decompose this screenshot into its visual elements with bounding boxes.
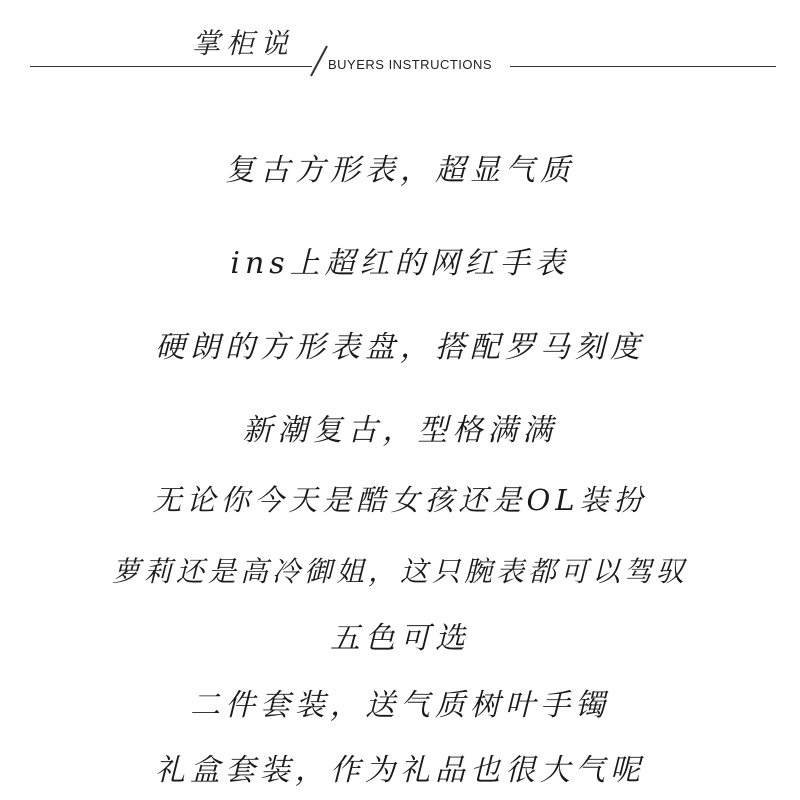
description-line: 新潮复古，型格满满 bbox=[242, 413, 558, 448]
description-line: 礼盒套装，作为礼品也很大气呢 bbox=[155, 753, 645, 788]
description-line: 萝莉还是高冷御姐，这只腕表都可以驾驭 bbox=[111, 555, 688, 588]
header-divider-left bbox=[30, 66, 312, 67]
description-line: 无论你今天是酷女孩还是OL装扮 bbox=[152, 483, 648, 517]
description-line: 五色可选 bbox=[330, 621, 470, 656]
description-line: 复古方形表，超显气质 bbox=[225, 153, 575, 188]
header-subtitle: BUYERS INSTRUCTIONS bbox=[328, 57, 493, 72]
description-line: ins上超红的网红手表 bbox=[230, 246, 570, 281]
header-slash-divider bbox=[310, 46, 328, 77]
description-line: 二件套装，送气质树叶手镯 bbox=[190, 688, 610, 723]
header-title: 掌柜说 bbox=[192, 27, 295, 60]
header-divider-right bbox=[510, 66, 776, 67]
description-line: 硬朗的方形表盘，搭配罗马刻度 bbox=[155, 330, 645, 365]
